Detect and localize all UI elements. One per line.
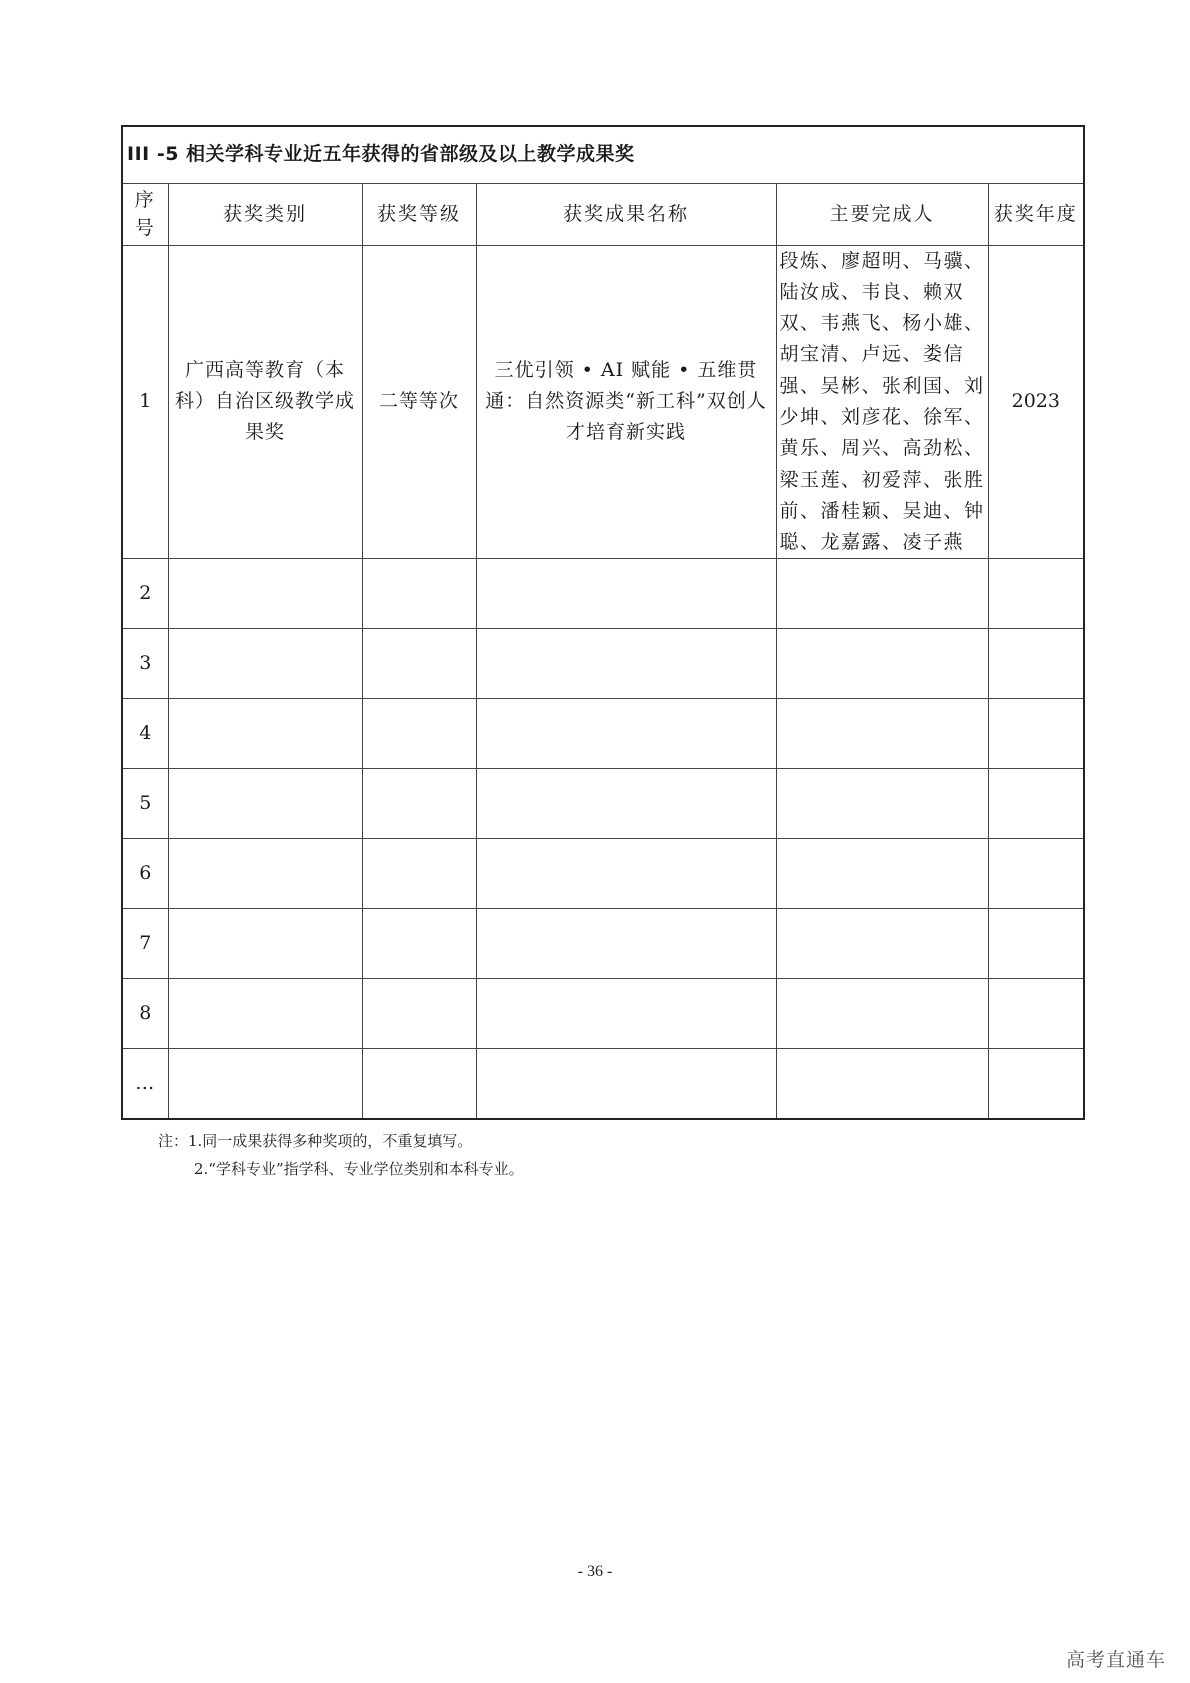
table-row — [122, 699, 1084, 769]
page-number: - 36 - — [577, 1563, 613, 1580]
row-seq: 3 — [122, 629, 168, 699]
header-category: 获奖类别 — [168, 183, 362, 245]
row-seq: 4 — [122, 699, 168, 769]
row-people: 段炼、廖超明、马骥、陆汝成、韦良、赖双双、韦燕飞、杨小雄、胡宝清、卢远、娄信强、吴彬、张利国、刘少坤、刘彦花、徐军、黄乐、周兴、高劲松、梁玉莲、初爱萍、张胜前、潘桂颖、吴迪、钟聪、龙嘉露、凌子燕 — [776, 245, 988, 559]
note-1: 注：1.同一成果获得多种奖项的，不重复填写。 — [158, 1132, 473, 1150]
row-year: 2023 — [988, 245, 1084, 559]
watermark: 高考直通车 — [1065, 1649, 1166, 1671]
row-seq: 8 — [122, 979, 168, 1049]
row-category: 广西高等教育（本科）自治区级教学成果奖 — [168, 245, 362, 559]
teaching-awards-table — [121, 125, 1085, 1120]
table-row — [122, 909, 1084, 979]
note-2: 2.“学科专业”指学科、专业学位类别和本科专业。 — [194, 1160, 524, 1178]
table-row — [122, 839, 1084, 909]
row-seq: 6 — [122, 839, 168, 909]
header-seq — [122, 183, 168, 245]
header-year: 获奖年度 — [988, 183, 1084, 245]
table-row — [122, 559, 1084, 629]
row-award-name: 三优引领 • AI 赋能 • 五维贯通：自然资源类“新工科”双创人才培育新实践 — [476, 245, 776, 559]
row-level: 二等等次 — [362, 245, 476, 559]
row-seq: 2 — [122, 559, 168, 629]
table-row — [122, 245, 1084, 559]
table-row — [122, 629, 1084, 699]
header-level: 获奖等级 — [362, 183, 476, 245]
section-title: III -5 相关学科专业近五年获得的省部级及以上教学成果奖 — [122, 126, 1084, 183]
header-people: 主要完成人 — [776, 183, 988, 245]
header-seq-top: 序 — [134, 189, 156, 211]
table-notes — [158, 1127, 524, 1183]
row-seq: 5 — [122, 769, 168, 839]
table-row — [122, 1049, 1084, 1119]
header-name: 获奖成果名称 — [476, 183, 776, 245]
row-seq: … — [122, 1049, 168, 1119]
row-seq: 1 — [122, 245, 168, 559]
table-header-row — [122, 183, 1084, 245]
table-row — [122, 769, 1084, 839]
header-seq-bottom: 号 — [134, 217, 156, 239]
row-seq: 7 — [122, 909, 168, 979]
table-row — [122, 979, 1084, 1049]
